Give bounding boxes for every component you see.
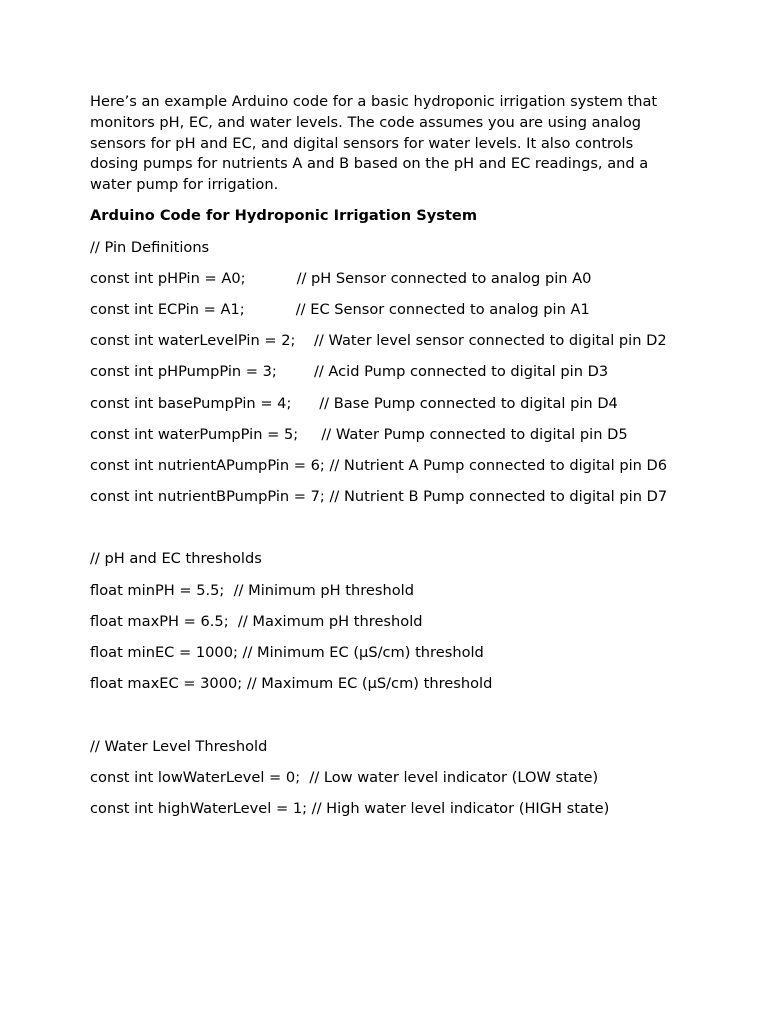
blank-line [90, 705, 680, 736]
code-line-ph-pump-pin: const int pHPumpPin = 3; // Acid Pump connected to digital pin D3 [90, 363, 609, 381]
code-line-nutrient-b-pump-pin: const int nutrientBPumpPin = 7; // Nutrient B Pump connected to digital pin D7 [90, 488, 668, 506]
water-level-threshold-comment: // Water Level Threshold [90, 737, 268, 755]
code-line-min-ph: float minPH = 5.5; // Minimum pH threshold [90, 581, 414, 599]
code-line-ph-pin: const int pHPin = A0; // pH Sensor connected to analog pin A0 [90, 269, 592, 287]
code-line-water-level-pin: const int waterLevelPin = 2; // Water level sensor connected to digital pin D2 [90, 332, 667, 350]
code-line-max-ec: float maxEC = 3000; // Maximum EC (µS/cm) threshold [90, 675, 493, 693]
intro-paragraph: Here’s an example Arduino code for a basic hydroponic irrigation system that monitors pH, EC, and water levels. The code assumes you are using analog sensors for pH and EC, and digital sensors for water levels. It also controls dosing pumps for nutrients A and B based on the pH and EC readings, and a water pump for irrigation. [90, 93, 662, 194]
code-line-water-pump-pin: const int waterPumpPin = 5; // Water Pump connected to digital pin D5 [90, 425, 628, 443]
code-line-low-water-level: const int lowWaterLevel = 0; // Low water level indicator (LOW state) [90, 768, 599, 786]
code-line-min-ec: float minEC = 1000; // Minimum EC (µS/cm) threshold [90, 644, 484, 661]
pin-definitions-comment: // Pin Definitions [90, 238, 210, 256]
code-line-max-ph: float maxPH = 6.5; // Maximum pH threshold [90, 612, 423, 630]
code-line-high-water-level: const int highWaterLevel = 1; // High water level indicator (HIGH state) [90, 799, 610, 817]
document-page [90, 92, 680, 830]
section-heading: Arduino Code for Hydroponic Irrigation System [90, 207, 478, 225]
blank-line [90, 518, 680, 549]
thresholds-comment: // pH and EC thresholds [90, 550, 262, 568]
code-line-ec-pin: const int ECPin = A1; // EC Sensor connected to analog pin A1 [90, 300, 590, 318]
code-line-base-pump-pin: const int basePumpPin = 4; // Base Pump connected to digital pin D4 [90, 394, 618, 412]
code-line-nutrient-a-pump-pin: const int nutrientAPumpPin = 6; // Nutrient A Pump connected to digital pin D6 [90, 456, 668, 474]
